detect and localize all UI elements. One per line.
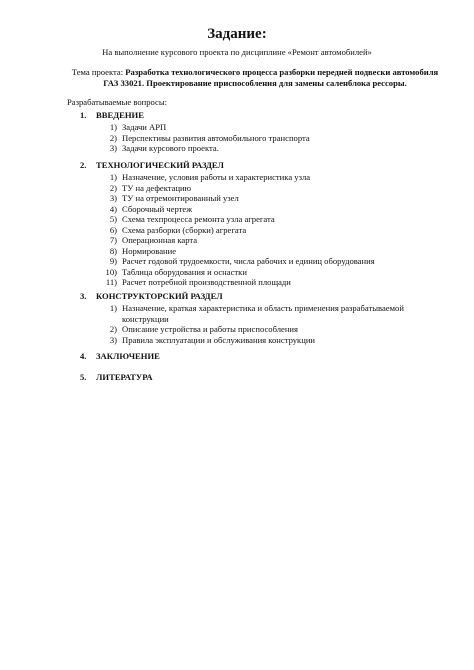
item-number: 10) <box>105 266 117 277</box>
list-item <box>80 193 420 204</box>
item-number: 2) <box>109 182 117 193</box>
item-text: Схема разборки (сборки) агрегата <box>122 224 247 235</box>
section-title: КОНСТРУКТОРСКИЙ РАЗДЕЛ <box>96 291 223 301</box>
item-text: Перспективы развития автомобильного транспорта <box>122 132 310 143</box>
section-number: 3. <box>80 291 87 301</box>
section-introduction <box>80 110 420 154</box>
list-item <box>80 256 420 267</box>
list-item <box>80 324 420 335</box>
document-title: Задание: <box>207 26 267 42</box>
section-title: ЛИТЕРАТУРА <box>96 372 153 382</box>
list-item <box>80 335 420 346</box>
item-number: 3) <box>109 334 117 345</box>
item-text: Схема техпроцесса ремонта узла агрегата <box>122 214 275 224</box>
item-text: Задачи курсового проекта. <box>122 143 219 153</box>
item-number: 1) <box>109 303 117 313</box>
item-text: Назначение, краткая характеристика и область применения разрабатываемой конструкции <box>122 303 404 324</box>
item-text: Расчет потребной производственной площади <box>122 277 291 287</box>
section-technological <box>80 160 420 288</box>
item-number: 8) <box>109 245 117 256</box>
item-number: 2) <box>109 324 117 334</box>
questions-label: Разрабатываемые вопросы: <box>67 97 168 107</box>
item-text: ТУ на отремонтированный узел <box>122 193 239 203</box>
item-number: 7) <box>109 235 117 245</box>
list-item <box>80 204 420 215</box>
section-number: 2. <box>80 160 87 170</box>
section-heading <box>80 110 420 121</box>
list-item <box>80 172 420 183</box>
section-items <box>80 303 420 345</box>
list-item <box>80 133 420 144</box>
project-topic <box>70 67 440 88</box>
intro-line: На выполнение курсового проекта по дисциплине «Ремонт автомобилей» <box>102 47 372 57</box>
item-number: 2) <box>109 132 117 143</box>
section-heading <box>80 291 420 302</box>
list-item <box>80 122 420 133</box>
item-number: 11) <box>105 277 117 287</box>
section-title: ТЕХНОЛОГИЧЕСКИЙ РАЗДЕЛ <box>96 160 224 170</box>
topic-label: Тема проекта: <box>71 67 126 77</box>
section-title: ЗАКЛЮЧЕНИЕ <box>96 351 160 361</box>
list-item <box>80 267 420 278</box>
section-items <box>80 122 420 154</box>
list-item <box>80 303 420 324</box>
item-text: Правила эксплуатации и обслуживания конструкции <box>122 334 316 345</box>
section-heading <box>80 351 420 362</box>
item-number: 1) <box>109 172 117 182</box>
section-design <box>80 291 420 345</box>
item-number: 1) <box>109 122 117 132</box>
section-literature <box>80 372 420 383</box>
section-conclusion <box>80 351 420 362</box>
item-text: Задачи АРП <box>122 122 167 132</box>
section-number: 4. <box>80 351 87 361</box>
section-heading <box>80 372 420 383</box>
item-number: 5) <box>109 214 117 224</box>
section-heading <box>80 160 420 171</box>
section-items <box>80 172 420 288</box>
section-title: ВВЕДЕНИЕ <box>96 110 144 120</box>
list-item <box>80 214 420 225</box>
item-text: Таблица оборудования и оснастки <box>122 266 247 277</box>
item-text: Сборочный чертеж <box>122 203 193 214</box>
section-number: 5. <box>80 372 87 382</box>
topic-text: Разработка технологического процесса разборки передней подвески автомобиля ГАЗ 33021. Проектирование приспособления для замены саленблока рессоры. <box>103 67 439 88</box>
list-item <box>80 277 420 288</box>
item-number: 3) <box>109 143 117 153</box>
item-text: Описание устройства и работы приспособления <box>122 324 298 334</box>
list-item <box>80 225 420 236</box>
item-number: 6) <box>109 224 117 235</box>
list-item <box>80 143 420 154</box>
item-number: 4) <box>109 203 117 214</box>
item-text: Нормирование <box>122 245 177 256</box>
section-number: 1. <box>80 110 87 120</box>
item-text: Назначение, условия работы и характеристика узла <box>122 172 311 182</box>
item-number: 9) <box>109 256 117 266</box>
list-item <box>80 235 420 246</box>
list-item <box>80 183 420 194</box>
item-number: 3) <box>109 193 117 203</box>
item-text: Операционная карта <box>122 235 198 245</box>
item-text: Расчет годовой трудоемкости, числа рабочих и единиц оборудования <box>122 256 375 266</box>
item-text: ТУ на дефектацию <box>122 182 192 193</box>
list-item <box>80 246 420 257</box>
